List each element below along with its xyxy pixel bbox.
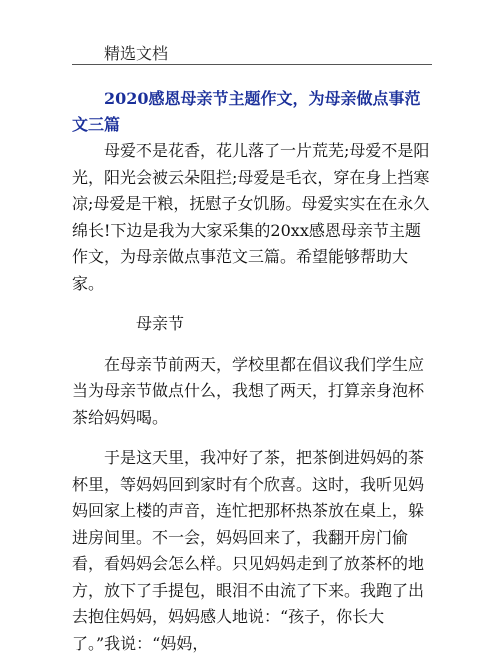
page-header: 精选文档	[104, 44, 169, 63]
section-title: 母亲节	[136, 314, 185, 333]
intro-paragraph: 母爱不是花香，花儿落了一片荒芜;母爱不是阳光，阳光会被云朵阻拦;母爱是毛衣，穿在身上挡寒凉;母爱是干粮，抚慰子女饥肠。母爱实实在在永久绵长!下边是我为大家采集的20xx感恩母亲节主题作文，为母亲做点事范文三篇。希望能够帮助大家。	[72, 141, 430, 293]
body-paragraph-2: 于是这天里，我冲好了茶，把茶倒进妈妈的茶杯里，等妈妈回到家时有个欣喜。这时，我听见妈妈回家上楼的声音，连忙把那杯热茶放在桌上，躲进房间里。不一会，妈妈回来了，我翻开房门偷看，看妈妈会怎么样。只见妈妈走到了放茶杯的地方，放下了手提包，眼泪不由流了下来。我跑了出去抱住妈妈，妈妈感人地说：“孩子，你长大了。”我说：“妈妈，	[72, 448, 425, 653]
document-title: 2020感恩母亲节主题作文，为母亲做点事范文三篇	[72, 89, 421, 134]
document-body	[72, 138, 432, 657]
header-divider	[72, 64, 432, 65]
body-paragraph-1: 在母亲节前两天，学校里都在倡议我们学生应当为母亲节做点什么，我想了两天，打算亲身泡杯茶给妈妈喝。	[72, 354, 425, 427]
